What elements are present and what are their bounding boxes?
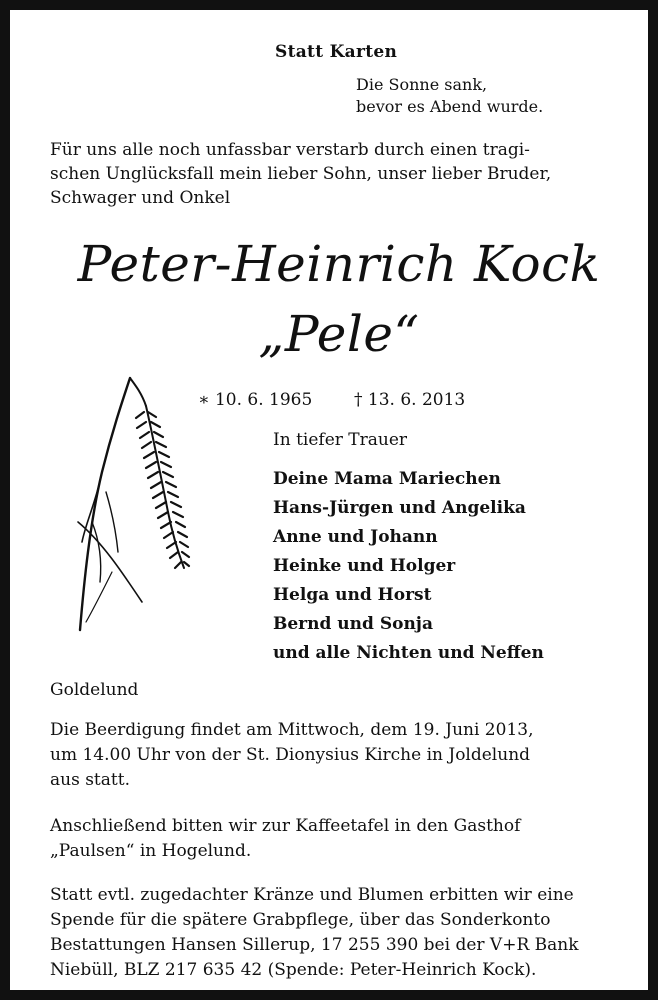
- funeral-line: aus statt.: [50, 770, 130, 790]
- grain-ear-icon: [72, 372, 194, 634]
- donation-info: [50, 883, 628, 983]
- family-member: Bernd und Sonja: [273, 614, 433, 634]
- mourning-phrase: In tiefer Trauer: [273, 430, 408, 450]
- family-member: Helga und Horst: [273, 585, 432, 605]
- family-list: [273, 465, 544, 668]
- funeral-info: [50, 718, 628, 793]
- family-member: Anne und Johann: [273, 527, 438, 547]
- place-name: Goldelund: [50, 680, 139, 700]
- motto-line: Die Sonne sank,: [356, 75, 488, 94]
- family-member: Heinke und Holger: [273, 556, 456, 576]
- donation-line: Niebüll, BLZ 217 635 42 (Spende: Peter-Heinrich Kock).: [50, 960, 537, 980]
- reception-line: „Paulsen“ in Hogelund.: [50, 841, 252, 861]
- family-member: Hans-Jürgen und Angelika: [273, 498, 526, 518]
- motto: [356, 74, 543, 118]
- intro-text: [50, 138, 628, 210]
- death-date: † 13. 6. 2013: [354, 390, 466, 410]
- reception-line: Anschließend bitten wir zur Kaffeetafel in den Gasthof: [50, 816, 521, 836]
- motto-line: bevor es Abend wurde.: [356, 97, 544, 116]
- header-title: Statt Karten: [275, 42, 398, 62]
- family-member: Deine Mama Mariechen: [273, 469, 501, 489]
- family-member: und alle Nichten und Neffen: [273, 643, 544, 663]
- funeral-line: Die Beerdigung findet am Mittwoch, dem 19. Juni 2013,: [50, 720, 534, 740]
- deceased-nickname: „Pele“: [258, 305, 420, 363]
- deceased-name: Peter-Heinrich Kock: [77, 235, 601, 293]
- intro-line: Für uns alle noch unfassbar verstarb durch einen tragi-: [50, 140, 530, 160]
- donation-line: Spende für die spätere Grabpflege, über das Sonderkonto: [50, 910, 551, 930]
- donation-line: Statt evtl. zugedachter Kränze und Blumen erbitten wir eine: [50, 885, 574, 905]
- funeral-line: um 14.00 Uhr von der St. Dionysius Kirche in Joldelund: [50, 745, 531, 765]
- reception-info: [50, 814, 628, 864]
- donation-line: Bestattungen Hansen Sillerup, 17 255 390 bei der V+R Bank: [50, 935, 579, 955]
- intro-line: Schwager und Onkel: [50, 188, 231, 208]
- birth-date: ∗ 10. 6. 1965: [198, 390, 313, 410]
- intro-line: schen Unglücksfall mein lieber Sohn, unser lieber Bruder,: [50, 164, 552, 184]
